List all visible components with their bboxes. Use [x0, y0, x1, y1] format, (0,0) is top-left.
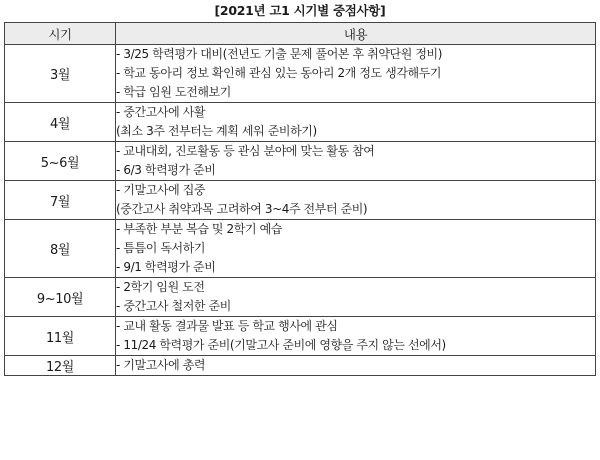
content-cell	[116, 278, 596, 317]
content-cell	[116, 220, 596, 278]
content-line: - 부족한 부분 복습 및 2학기 예습	[116, 222, 282, 236]
content-line: - 2학기 임원 도전	[116, 280, 205, 294]
content-cell	[116, 142, 596, 181]
content-line: - 중간고사 철저한 준비	[116, 299, 231, 313]
content-line: - 교내 활동 결과물 발표 등 학교 행사에 관심	[116, 319, 338, 333]
table-row	[5, 181, 596, 220]
month-cell: 5~6월	[5, 142, 116, 181]
content-line: - 11/24 학력평가 준비(기말고사 준비에 영향을 주지 않는 선에서)	[116, 338, 446, 352]
content-cell	[116, 317, 596, 356]
content-line: - 학급 임원 도전해보기	[116, 85, 231, 99]
month-cell: 12월	[5, 356, 116, 376]
content-line: - 틈틈이 독서하기	[116, 241, 206, 255]
table-row	[5, 278, 596, 317]
table-row	[5, 45, 596, 103]
month-cell: 8월	[5, 220, 116, 278]
table-row	[5, 220, 596, 278]
content-line: - 3/25 학력평가 대비(전년도 기출 문제 풀어본 후 취약단원 정비)	[116, 47, 442, 61]
table-row	[5, 356, 596, 376]
header-period: 시기	[5, 23, 116, 45]
content-line: (중간고사 취약과목 고려하여 3~4주 전부터 준비)	[116, 202, 368, 216]
month-cell: 4월	[5, 103, 116, 142]
document-title: [2021년 고1 시기별 중점사항]	[214, 3, 386, 18]
content-cell	[116, 103, 596, 142]
content-line: - 학교 동아리 정보 확인해 관심 있는 동아리 2개 정도 생각해두기	[116, 66, 442, 80]
content-line: - 9/1 학력평가 준비	[116, 260, 216, 274]
month-cell: 3월	[5, 45, 116, 103]
content-line: - 6/3 학력평가 준비	[116, 163, 216, 177]
table-header-row	[5, 23, 596, 45]
content-line: (최소 3주 전부터는 계획 세워 준비하기)	[116, 124, 317, 138]
content-cell	[116, 356, 596, 376]
month-cell: 7월	[5, 181, 116, 220]
content-cell	[116, 45, 596, 103]
table-row	[5, 317, 596, 356]
content-line: - 기말고사에 집중	[116, 183, 206, 197]
schedule-table	[4, 22, 596, 376]
month-cell: 9~10월	[5, 278, 116, 317]
content-cell	[116, 181, 596, 220]
content-line: - 교내대회, 진로활동 등 관심 분야에 맞는 활동 참여	[116, 144, 375, 158]
content-line: - 기말고사에 총력	[116, 358, 206, 372]
content-line: - 중간고사에 사활	[116, 105, 206, 119]
header-content: 내용	[116, 23, 596, 45]
table-row	[5, 142, 596, 181]
table-row	[5, 103, 596, 142]
month-cell: 11월	[5, 317, 116, 356]
